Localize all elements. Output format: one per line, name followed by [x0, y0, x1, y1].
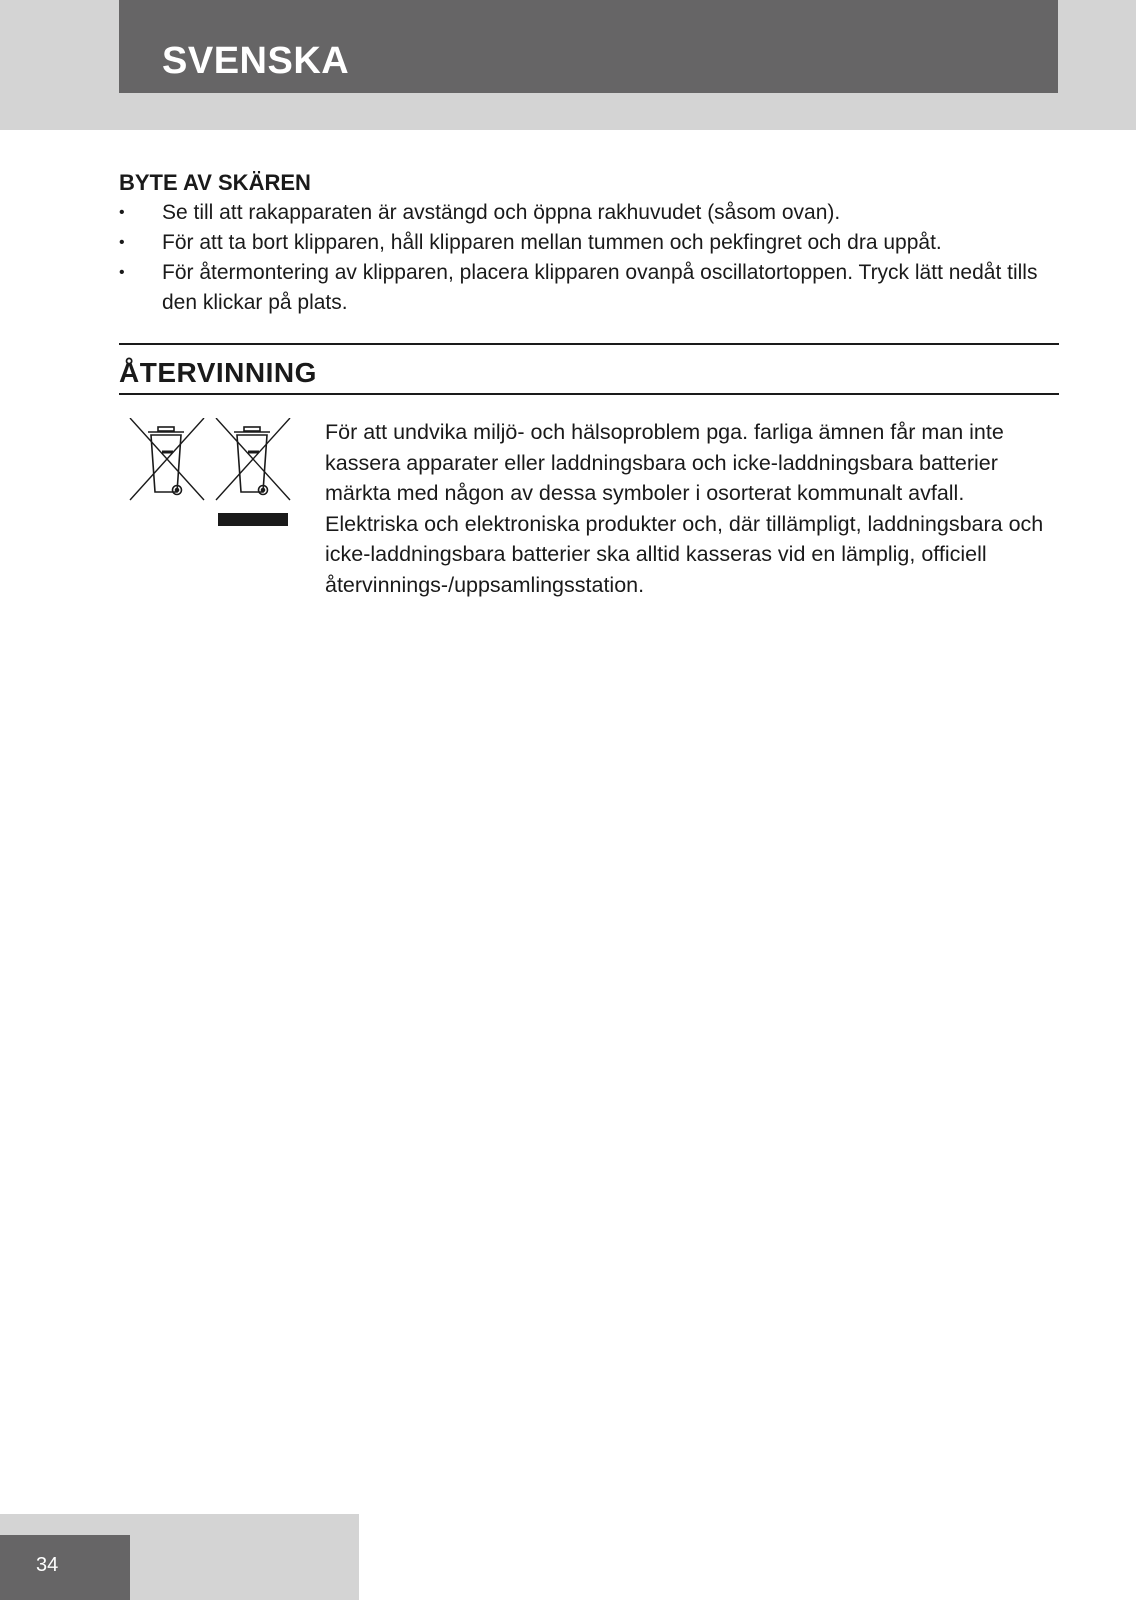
blade-replacement-section [119, 168, 1059, 318]
blade-replacement-list [119, 198, 1059, 318]
bullet: • [119, 264, 125, 281]
header-band [0, 0, 1136, 130]
recycling-heading: ÅTERVINNING [119, 357, 317, 388]
recycling-text: För att undvika miljö- och hälsoproblem pga. farliga ämnen får man inte kassera apparater eller laddningsbara och icke-laddningsbara batterier märkta med någon av dessa symboler i osorterat kommunalt avfall. Elektriska och elektroniska produkter och, där tillämpligt, laddningsbara och icke-laddningsbara batterier ska alltid kasseras vid en lämplig, officiell återvinnings-/uppsamlingsstation. [325, 420, 1044, 597]
list-item [119, 228, 1059, 258]
blade-replacement-heading: BYTE AV SKÄREN [119, 170, 311, 195]
language-title: SVENSKA [162, 40, 350, 82]
list-item-text: För återmontering av klipparen, placera klipparen ovanpå oscillatortoppen. Tryck lätt nedåt tills den klickar på plats. [162, 261, 1038, 314]
page-number: 34 [36, 1554, 59, 1576]
list-item-text: Se till att rakapparaten är avstängd och öppna rakhuvudet (såsom ovan). [162, 201, 841, 224]
page-number-box [0, 1535, 130, 1600]
weee-symbols [128, 418, 298, 530]
crossed-out-wheelie-bin-icon [130, 418, 204, 500]
list-item [119, 198, 1059, 228]
bullet: • [119, 234, 125, 251]
crossed-out-wheelie-bin-with-bar-icon [216, 418, 290, 526]
language-bar [119, 0, 1058, 93]
section-divider-top [119, 343, 1059, 345]
list-item [119, 258, 1059, 318]
section-divider-bottom [119, 393, 1059, 395]
list-item-text: För att ta bort klipparen, håll klipparen mellan tummen och pekfingret och dra uppåt. [162, 231, 942, 254]
bullet: • [119, 204, 125, 221]
